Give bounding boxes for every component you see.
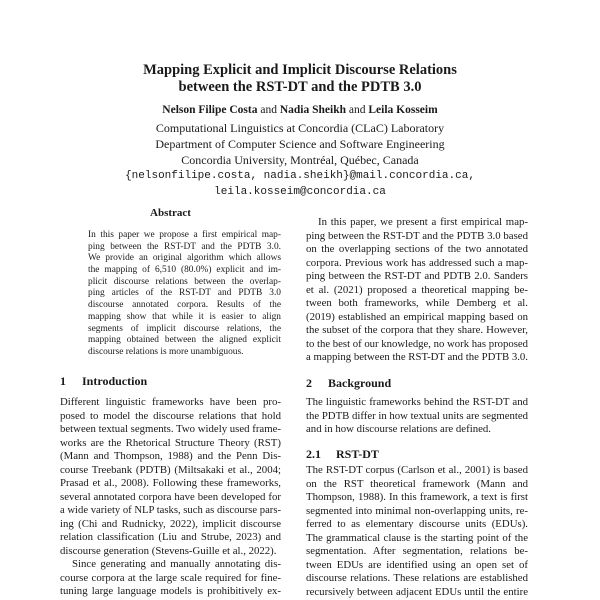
text-line: ping between the RST-DT and the PDTB 3.0. [88,241,281,252]
text-line: Thompson, 1988). In this framework, a text is first [306,491,528,503]
text-line: segments of implicit discourse relations, the [88,323,281,334]
author-list [0,102,600,118]
text-line: ping articles of the RST-DT and PDTB 3.0 [88,288,281,299]
text-line: ping between the RST-DT and PDTB 2.0. Sanders [306,270,528,282]
author: Leila Kosseim [368,104,438,116]
affiliation-line: Department of Computer Science and Software Engineering [155,137,445,151]
affiliation-line: Computational Linguistics at Concordia (CLaC) Laboratory [155,121,445,135]
author: Nadia Sheikh [279,104,347,116]
text-line: et al. (2021) proposed a theoretical mapping be- [306,283,528,296]
text-line: on the overlapping sections of the two annotated [306,243,528,255]
introduction-paragraph-1 [60,396,281,558]
section-title: RST-DT [336,447,379,461]
text-line: to the best of our knowledge, no work has proposed [306,337,529,350]
section-title: Background [328,376,392,390]
text-line: tween EDUs are identified using an open set of [306,558,528,571]
text-line: tuning large language models is prohibitively ex- [60,585,281,597]
text-line: discourse relations is more unambiguous. [88,346,244,357]
text-line: posed to model the discourse relations that hold [60,409,281,422]
email-line: {nelsonfilipe.costa, nadia.sheikh}@mail.concordia.ca, [125,170,475,182]
text-line: We provide an original algorithm which allows [88,253,281,264]
text-line: tween both frameworks, while Demberg et al. [306,297,528,309]
text-line: segmentation. After segmentation, relations be- [306,545,528,557]
text-line: mapping show that while it is easier to align [88,311,281,322]
abstract-body [88,230,281,359]
text-line: plicit discourse relations between the overlap- [88,276,281,287]
text-line: ing (Chi and Rudnicky, 2022), implicit discourse [60,517,281,530]
section-number: 1 [60,374,66,388]
paper-title-line-2: between the RST-DT and the PDTB 3.0 [178,79,422,95]
text-line: on the RST theoretical framework (Mann and [306,477,528,490]
paper-title-line-1: Mapping Explicit and Implicit Discourse Relations [143,62,457,78]
text-line: Prasad et al., 2008). Following these frameworks, [60,477,281,489]
text-line: the subset of the corpora that they share. However, [306,324,528,336]
abstract-heading: Abstract [150,207,191,219]
text-line: works are the Rhetorical Structure Theory (RST) [60,436,281,449]
author: Nelson Filipe Costa [162,104,258,116]
author-separator: and [348,104,366,116]
text-line: In this paper we propose a first empirical map- [88,230,281,240]
subsection-heading-rst-dt [306,447,379,461]
text-line: discourse annotated corpora. Results of the [88,300,281,311]
rst-dt-paragraph [306,464,528,599]
text-line: ping between the RST-DT and the PDTB 3.0 based [306,229,528,242]
section-number: 2.1 [306,447,321,461]
text-line: Since generating and manually annotating dis- [72,558,281,570]
text-line: relation classification (Liu and Strube, 2023) and [60,531,281,543]
text-line: discourse relations. These relations are established [306,572,528,584]
text-line: course Treebank (PDTB) (Miltsakaki et al., 2004; [60,463,281,476]
email-line: leila.kosseim@concordia.ca [214,186,386,198]
affiliation-line: Concordia University, Montréal, Québec, Canada [181,153,419,167]
text-line: several annotated corpora have been developed for [60,490,281,503]
text-line: In this paper, we present a first empirical map- [318,216,528,228]
text-line: Different linguistic frameworks have been pro- [60,396,281,408]
intro-paragraph-right [306,216,528,365]
text-line: a wide variety of NLP tasks, such as discourse pars- [60,504,282,516]
section-title: Introduction [82,374,148,388]
text-line: course corpora at the large scale required for fine- [60,571,281,584]
text-line: recursively between adjacent EDUs until the entire [306,585,528,598]
section-heading-introduction [60,374,147,388]
text-line: between textual segments. Two widely used frame- [60,423,281,435]
author-separator: and [260,104,277,116]
section-number: 2 [306,376,312,390]
text-line: a mapping between the RST-DT and the PDTB 3.0. [306,351,529,363]
introduction-paragraph-2 [60,558,281,599]
text-line: mapping obtained between the aligned explicit [88,335,281,346]
background-paragraph [306,396,528,437]
text-line: and in how discourse relations are defined. [306,423,491,435]
text-line: corpora. Previous work has addressed such a map- [306,256,528,269]
text-line: The grammatical clause is the starting point of the [306,531,528,544]
section-heading-background [306,376,391,390]
text-line: (2019) established an empirical mapping based on [306,310,528,323]
text-line: (Mann and Thompson, 1988) and the Penn Dis- [60,450,281,462]
text-line: discourse generation (Stevens-Guille et al., 2022). [60,544,277,557]
text-line: the PDTB differ in how textual units are segmented [306,409,528,422]
text-line: segmented into minimal non-overlapping units, re- [306,504,528,517]
text-line: ferred to as elementary discourse units (EDUs). [306,518,528,530]
text-line: The linguistic frameworks behind the RST-DT and [306,396,528,408]
text-line: The RST-DT corpus (Carlson et al., 2001) is based [306,464,528,476]
text-line: the mapping of 6,510 (80.0%) explicit and im- [88,265,281,276]
